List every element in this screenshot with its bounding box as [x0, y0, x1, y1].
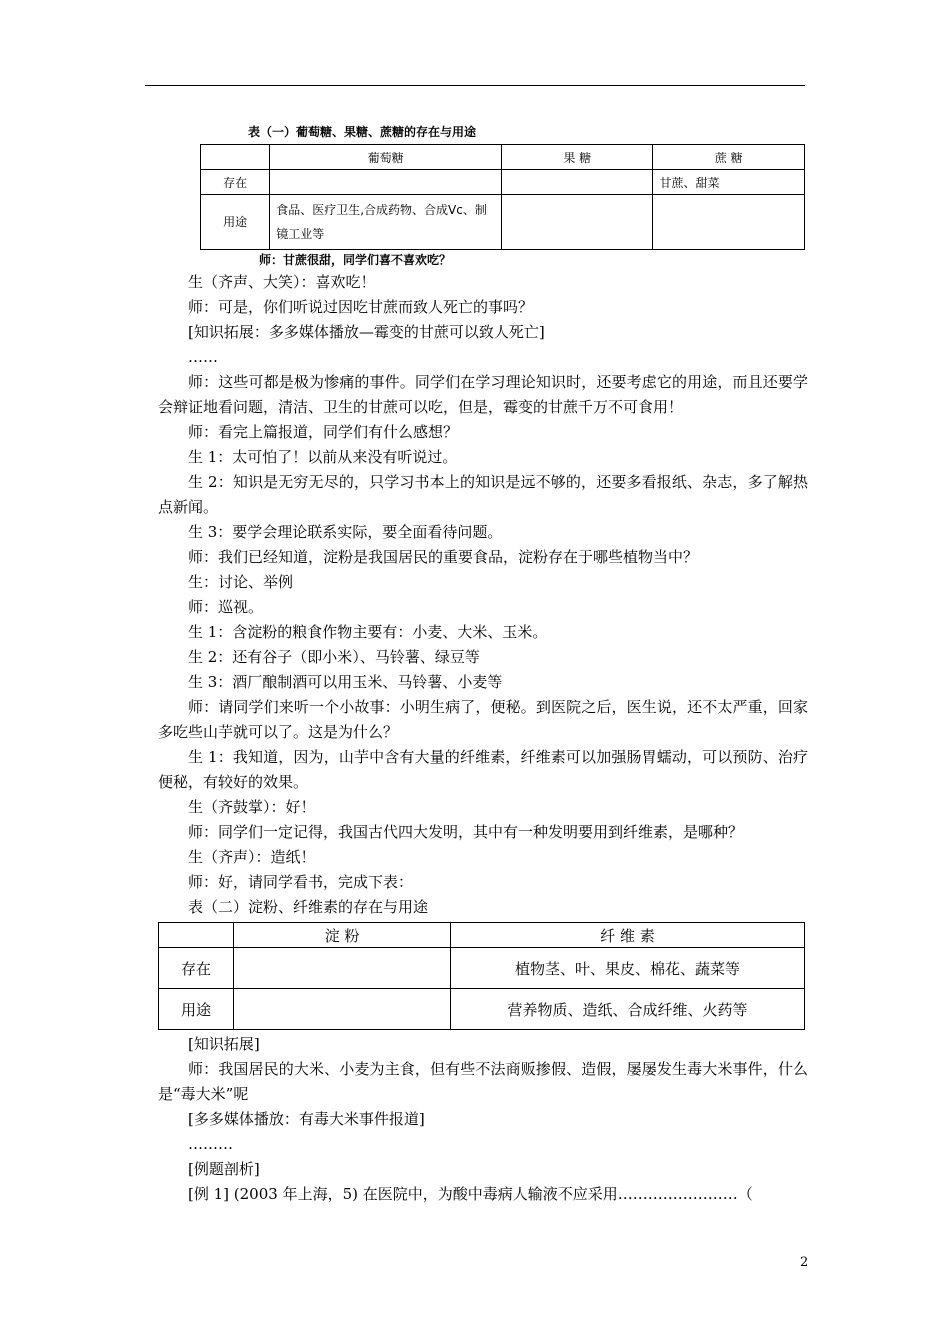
paragraph: ………	[188, 1135, 233, 1153]
paragraph: 生 1：太可怕了！以前从来没有听说过。	[188, 448, 458, 466]
paragraph: 师：同学们一定记得，我国古代四大发明，其中有一种发明要用到纤维素，是哪种？	[188, 823, 744, 841]
paragraph: [例 1] (2003 年上海，5) 在医院中，为酸中毒病人输液不应采用……………………（	[188, 1185, 753, 1203]
table2-caption: 表（二）淀粉、纤维素的存在与用途	[188, 898, 429, 916]
paragraph: [知识拓展：多多媒体播放—霉变的甘蔗可以致人死亡]	[188, 323, 545, 341]
table-cell: 食品、医疗卫生,合成药物、合成Vc、制镜工业等	[270, 195, 502, 250]
paragraph: 生 3：要学会理论联系实际，要全面看待问题。	[188, 523, 503, 541]
paragraph: 师：可是，你们听说过因吃甘蔗而致人死亡的事吗？	[188, 298, 534, 316]
table-header-cell: 纤 维 素	[451, 923, 805, 948]
paragraph: [多多媒体播放：有毒大米事件报道]	[188, 1110, 425, 1128]
teacher-line: 师：甘蔗很甜，同学们喜不喜欢吃？	[259, 253, 452, 267]
paragraph: 生（齐声）：造纸！	[188, 848, 316, 866]
table1	[200, 144, 805, 250]
dialogue-section	[158, 270, 808, 920]
table-row-label: 用途	[159, 989, 234, 1030]
paragraph: 师：请同学们来听一个小故事：小明生病了，便秘。到医院之后，医生说，还不太严重，回家多吃些山芋就可以了。这是为什么？	[158, 698, 808, 741]
table2	[158, 922, 805, 1030]
paragraph: ……	[188, 348, 218, 366]
paragraph: 师：这些可都是极为惨痛的事件。同学们在学习理论知识时，还要考虑它的用途，而且还要学会辩证地看问题，清洁、卫生的甘蔗可以吃，但是，霉变的甘蔗千万不可食用！	[158, 373, 808, 416]
table-cell	[159, 923, 234, 948]
table-row	[201, 170, 805, 195]
table-row	[159, 948, 805, 989]
table-header-cell: 蔗 糖	[653, 145, 805, 170]
paragraph: 生（齐鼓掌）：好！	[188, 798, 316, 816]
table-cell	[234, 948, 451, 989]
table-cell: 营养物质、造纸、合成纤维、火药等	[451, 989, 805, 1030]
paragraph: 生 2：知识是无穷无尽的，只学习书本上的知识是远不够的，还要多看报纸、杂志，多了解热点新闻。	[158, 473, 808, 516]
paragraph: 师：巡视。	[188, 598, 264, 616]
table2-header-row	[159, 923, 805, 948]
paragraph: 生（齐声、大笑）：喜欢吃！	[188, 273, 376, 291]
table-cell: 植物茎、叶、果皮、棉花、蔬菜等	[451, 948, 805, 989]
paragraph: [知识拓展]	[188, 1035, 260, 1053]
extension-section	[158, 1032, 808, 1207]
header-rule	[145, 85, 805, 86]
table1-caption: 表（一）葡萄糖、果糖、蔗糖的存在与用途	[248, 125, 477, 139]
paragraph: 师：我们已经知道，淀粉是我国居民的重要食品，淀粉存在于哪些植物当中？	[188, 548, 699, 566]
table-cell	[501, 195, 653, 250]
table-row	[201, 195, 805, 250]
table-cell	[270, 170, 502, 195]
table-cell	[501, 170, 653, 195]
paragraph: 生 1：含淀粉的粮食作物主要有：小麦、大米、玉米。	[188, 623, 548, 641]
table1-header-row	[201, 145, 805, 170]
paragraph: 生：讨论、举例	[188, 573, 294, 591]
table-row-label: 存在	[201, 170, 270, 195]
paragraph: [例题剖析]	[188, 1160, 260, 1178]
table-cell: 甘蔗、甜菜	[653, 170, 805, 195]
paragraph: 生 3：酒厂酿制酒可以用玉米、马铃薯、小麦等	[188, 673, 503, 691]
table-row	[159, 989, 805, 1030]
paragraph: 师：看完上篇报道，同学们有什么感想？	[188, 423, 459, 441]
table-row-label: 用途	[201, 195, 270, 250]
table-cell	[234, 989, 451, 1030]
paragraph: 生 1：我知道，因为，山芋中含有大量的纤维素，纤维素可以加强肠胃蠕动，可以预防、治疗便秘，有较好的效果。	[158, 748, 808, 791]
table-header-cell: 淀 粉	[234, 923, 451, 948]
paragraph: 师：我国居民的大米、小麦为主食，但有些不法商贩掺假、造假，屡屡发生毒大米事件，什么是“毒大米”呢	[158, 1060, 808, 1103]
table-row-label: 存在	[159, 948, 234, 989]
table-header-cell: 葡萄糖	[270, 145, 502, 170]
table-cell	[201, 145, 270, 170]
paragraph: 师：好，请同学看书，完成下表：	[188, 873, 414, 891]
page-number: 2	[800, 1255, 809, 1270]
table-cell	[653, 195, 805, 250]
table-header-cell: 果 糖	[501, 145, 653, 170]
paragraph: 生 2：还有谷子（即小米）、马铃薯、绿豆等	[188, 648, 480, 666]
